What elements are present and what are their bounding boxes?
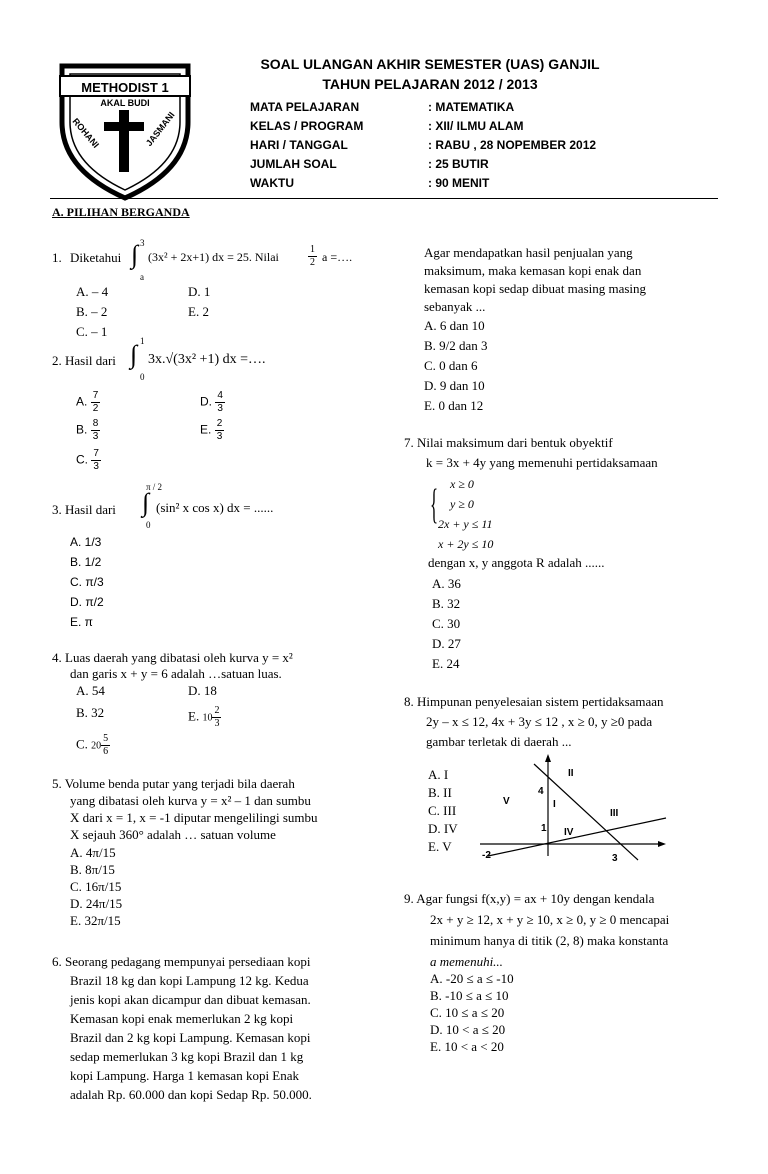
option: B. 1/2	[70, 555, 102, 569]
q1-tail: a =….	[322, 250, 353, 264]
option: E. 2	[188, 304, 209, 319]
option: C. 16π/15	[70, 879, 122, 894]
option: B. 32	[76, 705, 105, 720]
option: C. 20 $\frac{5}{6}$	[76, 733, 109, 757]
line-4x-3y-12	[534, 764, 638, 860]
q6-text: 6. Seorang pedagang mempunyai persediaan kopi Brazil 18 kg dan kopi Lampung 12 kg. Kedua jenis kopi akan dicampur dan dibuat kemasan. Kemasan kopi enak memerlukan 2 kg kopi Brazil dan 2 kg kopi Lampung. Kemasan kopi sedap memerlukan 3 kg kopi Brazil dan 1 kg kopi Lampung. Harga 1 kemasan kopi Enak adalah Rp. 60.000 dan kopi Sedap Rp. 50.000.	[52, 954, 312, 1102]
q6-continued: Agar mendapatkan hasil penjualan yang maksimum, maka kemasan kopi enak dan kemasan kopi sedap dibuat masing masing sebanyak ...	[424, 245, 647, 314]
option: C. $\frac{7}{3}$	[76, 448, 99, 472]
option: B. 9/2 dan 3	[424, 338, 488, 353]
integral-icon: ∫	[130, 340, 138, 369]
q2-options	[76, 388, 356, 488]
option: A. 4π/15	[70, 845, 116, 860]
q3-options	[70, 532, 104, 632]
q8-options	[428, 766, 458, 856]
option: B. 32	[432, 596, 461, 611]
logo-left-text: ROHANI	[70, 116, 101, 150]
x-axis-arrow-icon	[658, 841, 666, 847]
option: E. 0 dan 12	[424, 398, 484, 413]
exam-info	[250, 98, 670, 193]
info-row: MATA PELAJARAN : MATEMATIKA	[250, 100, 515, 114]
q7-line2: k = 3x + 4y yang memenuhi pertidaksamaan	[426, 455, 658, 470]
line-2y-x-12	[488, 818, 666, 856]
option: E. V	[428, 839, 452, 854]
q1-number: 1.	[52, 250, 62, 265]
header-divider	[50, 198, 718, 199]
option: E. 10 < a < 20	[430, 1039, 504, 1054]
option: D. 18	[188, 683, 217, 698]
integral-icon: ∫	[131, 240, 139, 269]
q5-text: 5. Volume benda putar yang terjadi bila daerah yang dibatasi oleh kurva y = x² – 1 dan sumbu X dari x = 1, x = -1 diputar mengelilingi sumbu X sejauh 360° adalah … satuan volume	[52, 776, 318, 842]
q1-lower: a	[140, 272, 144, 282]
logo-name: METHODIST 1	[81, 80, 169, 95]
q2-lower: 0	[140, 372, 145, 382]
q7-options	[432, 574, 461, 674]
option: E. π	[70, 615, 93, 629]
info-row: JUMLAH SOAL : 25 BUTIR	[250, 157, 489, 171]
option: C. 30	[432, 616, 461, 631]
q2-lead: 2. Hasil dari	[52, 353, 116, 368]
option: D. IV	[428, 821, 458, 836]
q7-line1: 7. Nilai maksimum dari bentuk obyektif	[404, 435, 613, 450]
option: D. 1	[188, 284, 211, 299]
q2-upper: 1	[140, 336, 145, 346]
graph-label-m2: -2	[482, 850, 491, 861]
graph-label-4: 4	[538, 786, 544, 797]
q1-frac: $\frac{1}{2}$	[310, 244, 315, 268]
q1-options-left	[76, 282, 108, 342]
q9-options	[430, 970, 514, 1055]
option: B. II	[428, 785, 452, 800]
logo-motto: AKAL BUDI	[100, 98, 150, 108]
q3-upper: π / 2	[146, 482, 163, 492]
q2-expr: 3x.√(3x² +1) dx =….	[148, 352, 266, 367]
graph-label-v: V	[503, 796, 510, 807]
option: E. 24	[432, 656, 460, 671]
option: D. 9 dan 10	[424, 378, 485, 393]
option: B. – 2	[76, 304, 108, 319]
option: A. 1/3	[70, 535, 102, 549]
info-row: WAKTU : 90 MENIT	[250, 176, 490, 190]
graph-label-1: 1	[541, 823, 547, 834]
q1-lead: Diketahui	[70, 250, 122, 265]
option: E. $\frac{2}{3}$	[200, 418, 223, 442]
info-row: HARI / TANGGAL : RABU , 28 NOPEMBER 2012	[250, 138, 597, 152]
option: C. π/3	[70, 575, 104, 589]
option: D. 27	[432, 636, 461, 651]
logo-right-text: JASMANI	[143, 109, 177, 149]
q7-system: x ≥ 0 y ≥ 0 2x + y ≤ 11 x + 2y ≤ 10	[438, 477, 494, 551]
option: C. – 1	[76, 324, 108, 339]
option: B. 8π/15	[70, 862, 115, 877]
graph-label-i: I	[553, 799, 556, 810]
q3-lead: 3. Hasil dari	[52, 502, 116, 517]
option: D. 24π/15	[70, 896, 123, 911]
option: A. 54	[76, 683, 105, 698]
q4-line2: dan garis x + y = 6 adalah …satuan luas.	[70, 666, 282, 681]
option: B. $\frac{8}{3}$	[76, 418, 99, 442]
q9-text: 9. Agar fungsi f(x,y) = ax + 10y dengan kendala 2x + y ≥ 12, x + y ≥ 10, x ≥ 0, y ≥ 0 mencapai minimum hanya di titik (2, 8) maka konstanta a memenuhi...	[404, 891, 670, 969]
integral-icon: ∫	[142, 488, 150, 517]
q3-expr: (sin² x cos x) dx = ......	[156, 500, 274, 515]
q3-lower: 0	[146, 520, 151, 530]
option: A. $\frac{7}{2}$	[76, 390, 99, 414]
graph-label-3: 3	[612, 853, 618, 864]
q7-line3: dengan x, y anggota R adalah ......	[428, 555, 605, 570]
option: D. π/2	[70, 595, 104, 609]
option: A. I	[428, 767, 449, 782]
option: C. 10 ≤ a ≤ 20	[430, 1005, 505, 1020]
option: A. – 4	[76, 284, 109, 299]
info-row: KELAS / PROGRAM : XII/ ILMU ALAM	[250, 119, 524, 133]
option: E. 10 $\frac{2}{3}$	[188, 705, 220, 729]
option: E. 32π/15	[70, 913, 121, 928]
q6-options	[424, 316, 488, 416]
option: C. III	[428, 803, 457, 818]
q5-options	[70, 844, 122, 929]
option: D. 10 < a ≤ 20	[430, 1022, 506, 1037]
graph-label-iv: IV	[564, 827, 574, 838]
q1-options-right	[188, 282, 210, 322]
option: C. 0 dan 6	[424, 358, 478, 373]
q1-upper: 3	[140, 238, 145, 248]
graph-label-iii: III	[610, 808, 619, 819]
section-title: A. PILIHAN BERGANDA	[52, 205, 190, 219]
graph-label-ii: II	[568, 768, 574, 779]
q8-text: 8. Himpunan penyelesaian sistem pertidaksamaan 2y – x ≤ 12, 4x + 3y ≤ 12 , x ≥ 0, y ≥0 pada gambar terletak di daerah ...	[404, 694, 664, 749]
option: A. 6 dan 10	[424, 318, 485, 333]
exam-year: TAHUN PELAJARAN 2012 / 2013	[322, 76, 538, 92]
option: A. 36	[432, 576, 461, 591]
option: A. -20 ≤ a ≤ -10	[430, 971, 514, 986]
brace-icon: {	[430, 482, 439, 528]
q1-expr: (3x² + 2x+1) dx = 25. Nilai	[148, 250, 279, 264]
option: B. -10 ≤ a ≤ 10	[430, 988, 509, 1003]
option: D. $\frac{4}{3}$	[200, 390, 223, 414]
y-axis-arrow-icon	[545, 754, 551, 762]
school-logo	[50, 52, 200, 202]
exam-title: SOAL ULANGAN AKHIR SEMESTER (UAS) GANJIL	[260, 56, 600, 72]
q4-line1: 4. Luas daerah yang dibatasi oleh kurva y = x²	[52, 650, 293, 665]
